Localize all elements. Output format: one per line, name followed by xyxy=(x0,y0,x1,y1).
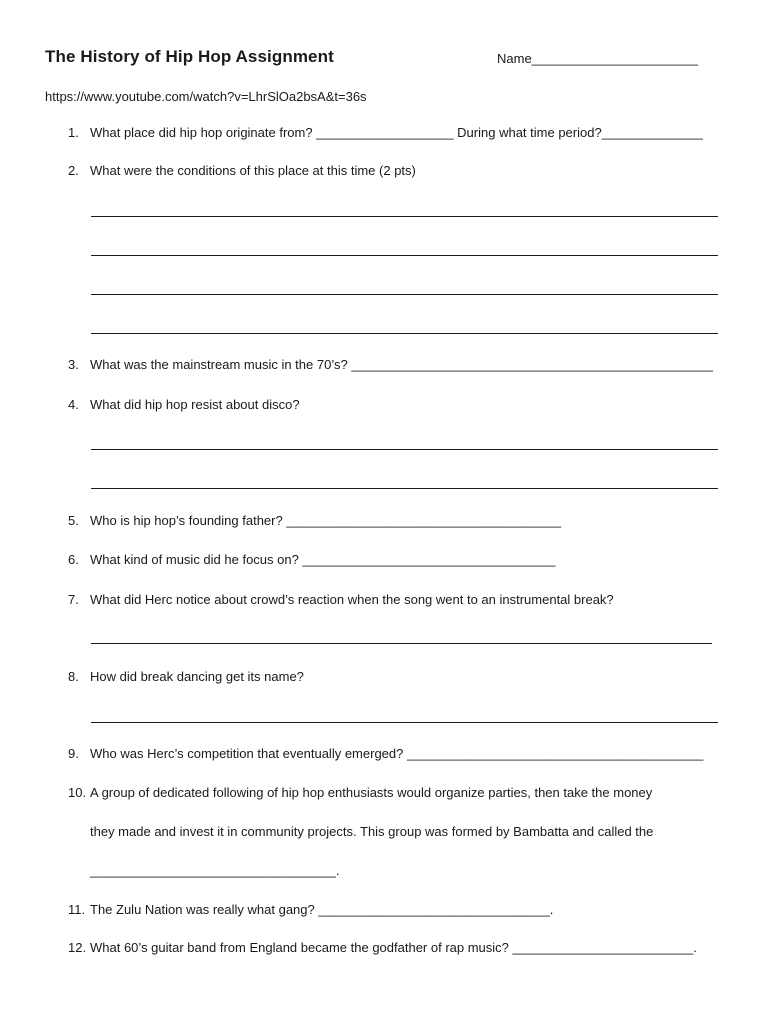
question-9: Who was Herc’s competition that eventually emerged? _________________________________________ xyxy=(90,746,704,761)
question-number: 11. xyxy=(68,902,86,917)
answer-line[interactable] xyxy=(91,333,718,334)
question-number: 1. xyxy=(68,125,79,140)
question-10-continued: they made and invest it in community projects. This group was formed by Bambatta and called the xyxy=(90,824,654,839)
question-11: The Zulu Nation was really what gang? ________________________________. xyxy=(90,902,554,917)
answer-line[interactable] xyxy=(91,643,712,644)
name-field[interactable]: Name_______________________ xyxy=(497,51,698,66)
question-number: 7. xyxy=(68,592,79,607)
video-url[interactable]: https://www.youtube.com/watch?v=LhrSlOa2bsA&t=36s xyxy=(45,89,367,104)
question-6: What kind of music did he focus on? ___________________________________ xyxy=(90,552,556,567)
question-7: What did Herc notice about crowd’s reaction when the song went to an instrumental break? xyxy=(90,592,614,607)
answer-line[interactable] xyxy=(91,294,718,295)
question-2: What were the conditions of this place at this time (2 pts) xyxy=(90,163,416,178)
question-number: 10. xyxy=(68,785,87,800)
question-10: A group of dedicated following of hip hop enthusiasts would organize parties, then take the money xyxy=(90,785,653,800)
question-4: What did hip hop resist about disco? xyxy=(90,397,300,412)
worksheet-title: The History of Hip Hop Assignment xyxy=(45,47,334,66)
question-number: 12. xyxy=(68,940,87,955)
question-1: What place did hip hop originate from? ___________________ During what time period?______________ xyxy=(90,125,703,140)
answer-line[interactable] xyxy=(91,449,718,450)
question-number: 3. xyxy=(68,357,79,372)
question-12: What 60’s guitar band from England became the godfather of rap music? _________________________. xyxy=(90,940,697,955)
question-5: Who is hip hop’s founding father? ______________________________________ xyxy=(90,513,562,528)
question-8: How did break dancing get its name? xyxy=(90,669,304,684)
question-number: 2. xyxy=(68,163,79,178)
question-number: 5. xyxy=(68,513,79,528)
question-number: 4. xyxy=(68,397,79,412)
answer-line[interactable] xyxy=(91,488,718,489)
question-number: 9. xyxy=(68,746,79,761)
question-10-blank: __________________________________. xyxy=(90,863,340,878)
answer-line[interactable] xyxy=(91,722,718,723)
question-3: What was the mainstream music in the 70’s? __________________________________________________ xyxy=(90,357,713,372)
question-number: 8. xyxy=(68,669,79,684)
answer-line[interactable] xyxy=(91,255,718,256)
question-number: 6. xyxy=(68,552,79,567)
answer-line[interactable] xyxy=(91,216,718,217)
